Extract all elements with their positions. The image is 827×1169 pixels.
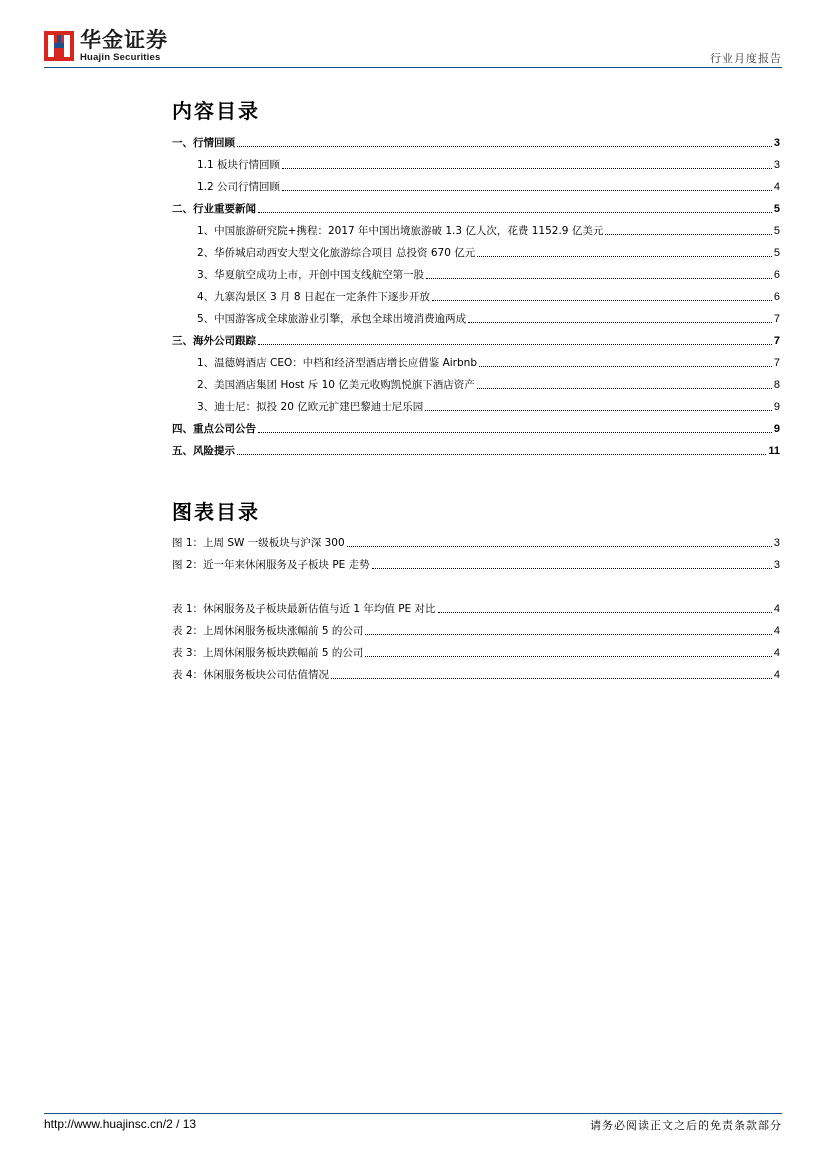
table-entry-page: 4 xyxy=(773,603,780,615)
table-entry-label: 表 3：上周休闲服务板块跌幅前 5 的公司 xyxy=(172,647,364,659)
logo-english-name: Huajin Securities xyxy=(80,51,161,63)
toc-entry[interactable] xyxy=(172,288,780,304)
dot-leader xyxy=(258,344,772,345)
footer-url[interactable]: http://www.huajinsc.cn/ xyxy=(44,1117,167,1131)
dot-leader xyxy=(468,322,772,323)
dot-leader xyxy=(365,634,772,635)
toc-entry[interactable] xyxy=(172,244,780,260)
toc-entry-label: 3、迪士尼：拟投 20 亿欧元扩建巴黎迪士尼乐园 xyxy=(197,401,424,413)
toc-entry-label: 四、重点公司公告 xyxy=(172,423,256,435)
huajin-logo-icon xyxy=(44,31,74,61)
toc-entry-label: 3、华夏航空成功上市，开创中国支线航空第一股 xyxy=(197,269,425,281)
toc-entry[interactable] xyxy=(172,178,780,194)
figure-entry-page: 3 xyxy=(773,559,780,571)
toc-entry-page: 9 xyxy=(773,401,780,413)
toc-entry-page: 7 xyxy=(773,313,780,325)
toc-entry-page: 7 xyxy=(773,357,780,369)
table-entry[interactable] xyxy=(172,644,780,660)
toc-entry[interactable] xyxy=(172,200,780,216)
toc-entry-label: 五、风险提示 xyxy=(172,445,235,457)
table-entry-page: 4 xyxy=(773,647,780,659)
dot-leader xyxy=(477,256,772,257)
dot-leader xyxy=(258,212,772,213)
header-divider xyxy=(44,67,782,68)
table-entry[interactable] xyxy=(172,622,780,638)
footer-url-page xyxy=(44,1117,196,1131)
toc-entry[interactable] xyxy=(172,266,780,282)
table-entry-label: 表 4：休闲服务板块公司估值情况 xyxy=(172,669,330,681)
toc-entry-label: 1.2 公司行情回顾 xyxy=(197,181,281,193)
table-entry-label: 表 1：休闲服务及子板块最新估值与近 1 年均值 PE 对比 xyxy=(172,603,436,615)
footer-divider xyxy=(44,1113,782,1114)
figure-entry-page: 3 xyxy=(773,537,780,549)
toc-entry[interactable] xyxy=(172,420,780,436)
toc-entry-page: 4 xyxy=(773,181,780,193)
toc-entry[interactable] xyxy=(172,156,780,172)
table-entry-page: 4 xyxy=(773,669,780,681)
footer-disclaimer: 请务必阅读正文之后的免责条款部分 xyxy=(590,1119,782,1132)
toc-entry-page: 3 xyxy=(773,159,780,171)
dot-leader xyxy=(477,388,772,389)
dot-leader xyxy=(331,678,772,679)
toc-entry[interactable] xyxy=(172,398,780,414)
dot-leader xyxy=(605,234,772,235)
figure-entry[interactable] xyxy=(172,556,780,572)
figure-entry-label: 图 2：近一年来休闲服务及子板块 PE 走势 xyxy=(172,559,370,571)
table-entry-page: 4 xyxy=(773,625,780,637)
toc-entry-page: 9 xyxy=(773,423,780,435)
table-entry-label: 表 2：上周休闲服务板块涨幅前 5 的公司 xyxy=(172,625,364,637)
toc-entry-page: 6 xyxy=(773,291,780,303)
dot-leader xyxy=(282,190,772,191)
toc-entry[interactable] xyxy=(172,134,780,150)
toc-entry-page: 7 xyxy=(773,335,780,347)
toc-entry[interactable] xyxy=(172,442,780,458)
toc-entry-page: 6 xyxy=(773,269,780,281)
toc-entry-label: 1、温德姆酒店 CEO：中档和经济型酒店增长应借鉴 Airbnb xyxy=(197,357,477,369)
toc-entry-page: 5 xyxy=(773,203,780,215)
toc-entry-label: 三、海外公司跟踪 xyxy=(172,335,256,347)
dot-leader xyxy=(347,546,772,547)
toc-entry-label: 1、中国旅游研究院+携程：2017 年中国出境旅游破 1.3 亿人次，花费 1152.9 亿美元 xyxy=(197,225,604,237)
toc-entry[interactable] xyxy=(172,332,780,348)
company-logo xyxy=(44,28,168,64)
dot-leader xyxy=(365,656,772,657)
toc-entry[interactable] xyxy=(172,310,780,326)
toc-title: 内容目录 xyxy=(172,99,260,123)
dot-leader xyxy=(237,454,766,455)
page-header xyxy=(44,28,782,68)
figure-entry-label: 图 1：上周 SW 一级板块与沪深 300 xyxy=(172,537,345,549)
toc-entry-page: 3 xyxy=(773,137,780,149)
dot-leader xyxy=(282,168,772,169)
toc-entry[interactable] xyxy=(172,222,780,238)
dot-leader xyxy=(258,432,772,433)
dot-leader xyxy=(438,612,772,613)
toc-entry-label: 一、行情回顾 xyxy=(172,137,235,149)
toc-entry-page: 8 xyxy=(773,379,780,391)
toc-entry-label: 2、华侨城启动西安大型文化旅游综合项目 总投资 670 亿元 xyxy=(197,247,476,259)
table-entry[interactable] xyxy=(172,600,780,616)
toc-entry-label: 4、九寨沟景区 3 月 8 日起在一定条件下逐步开放 xyxy=(197,291,430,303)
toc-entry-label: 2、美国酒店集团 Host 斥 10 亿美元收购凯悦旗下酒店资产 xyxy=(197,379,475,391)
toc-entry-label: 1.1 板块行情回顾 xyxy=(197,159,281,171)
logo-chinese-name: 华金证券 xyxy=(80,27,168,52)
dot-leader xyxy=(372,568,772,569)
footer-page-number: 2 / 13 xyxy=(166,1117,197,1131)
dot-leader xyxy=(432,300,772,301)
dot-leader xyxy=(479,366,772,367)
figure-entry[interactable] xyxy=(172,534,780,550)
toc-entry-label: 5、中国游客成全球旅游业引擎，承包全球出境消费逾两成 xyxy=(197,313,467,325)
toc-entry[interactable] xyxy=(172,376,780,392)
toc-entry[interactable] xyxy=(172,354,780,370)
toc-entry-page: 11 xyxy=(768,445,780,457)
table-entry[interactable] xyxy=(172,666,780,682)
dot-leader xyxy=(237,146,772,147)
toc-entry-label: 二、行业重要新闻 xyxy=(172,203,256,215)
figures-title: 图表目录 xyxy=(172,500,260,524)
dot-leader xyxy=(426,278,772,279)
document-type: 行业月度报告 xyxy=(710,52,782,65)
toc-entry-page: 5 xyxy=(773,225,780,237)
dot-leader xyxy=(425,410,772,411)
toc-entry-page: 5 xyxy=(773,247,780,259)
